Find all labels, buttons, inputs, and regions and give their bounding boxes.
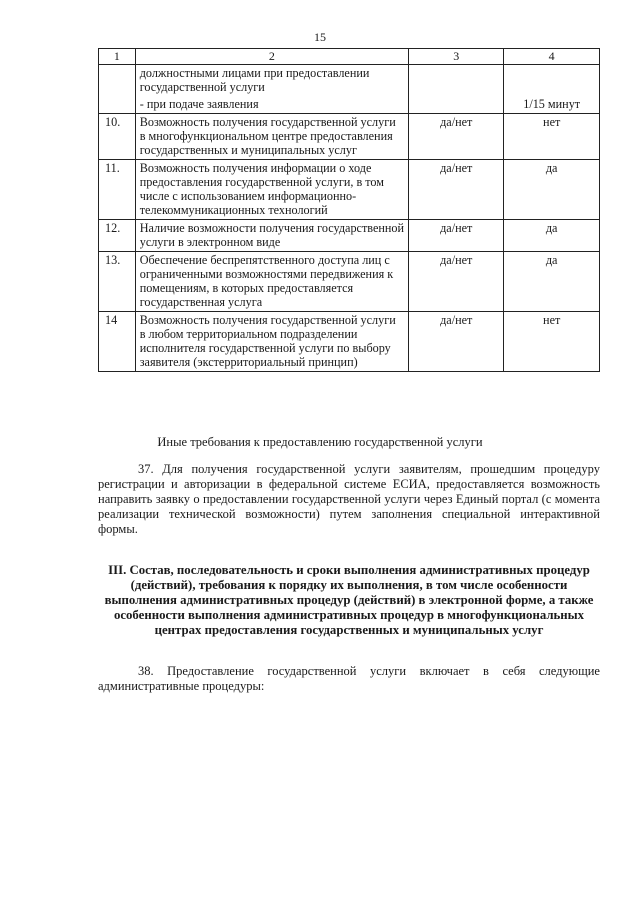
table-row — [99, 114, 600, 160]
row-text: должностными лицами при предоставлении государственной услуги — [135, 65, 408, 97]
row-number: 14 — [99, 312, 136, 372]
row-value: да — [504, 160, 600, 220]
row-number: 11. — [99, 160, 136, 220]
row-norm: да/нет — [409, 252, 504, 312]
table-row — [99, 220, 600, 252]
row-value: да — [504, 252, 600, 312]
row-text: Возможность получения информации о ходе предоставления государственной услуги, в том числе с использованием информационно-телекоммуникационных технологий — [135, 160, 408, 220]
page-number: 15 — [314, 30, 326, 44]
row-text: Наличие возможности получения государственной услуги в электронном виде — [135, 220, 408, 252]
row-number: 12. — [99, 220, 136, 252]
row-text: Обеспечение беспрепятственного доступа лиц с ограниченными возможностями передвижения к помещениям, в которых предоставляется государственная услуга — [135, 252, 408, 312]
row-value: 1/15 минут — [504, 96, 600, 114]
paragraph-38: 38. Предоставление государственной услуги включает в себя следующие административные процедуры: — [98, 664, 600, 693]
row-text: Возможность получения государственной услуги в многофункциональном центре предоставления государственных и муниципальных услуг — [135, 114, 408, 160]
table-header-row — [99, 49, 600, 65]
column-header: 3 — [409, 49, 504, 65]
section-subtitle: Иные требования к предоставлению государственной услуги — [157, 435, 483, 449]
row-norm: да/нет — [409, 312, 504, 372]
table-row — [99, 252, 600, 312]
row-value: да — [504, 220, 600, 252]
requirements-table — [98, 48, 600, 372]
table-row — [99, 65, 600, 97]
row-value: нет — [504, 312, 600, 372]
row-text: Возможность получения государственной услуги в любом территориальном подразделении исполнителя государственной услуги по выбору заявителя (экстерриториальный принцип) — [135, 312, 408, 372]
row-value: нет — [504, 114, 600, 160]
table-row — [99, 160, 600, 220]
row-norm: да/нет — [409, 220, 504, 252]
paragraph-37: 37. Для получения государственной услуги заявителям, прошедшим процедуру регистрации и авторизации в федеральной системе ЕСИА, предоставляется возможность направить заявку о предоставлении государственной услуги через Единый портал (с момента реализации технической возможности) путем заполнения специальной интерактивной формы. — [98, 462, 600, 536]
row-number: 10. — [99, 114, 136, 160]
row-norm: да/нет — [409, 114, 504, 160]
column-header: 2 — [135, 49, 408, 65]
section-heading: III. Состав, последовательность и сроки выполнения административных процедур (действий), требования к порядку их выполнения, в том числе особенности выполнения административных процедур (действий) в электронной форме, а также особенности выполнения административных процедур в многофункциональных центрах предоставления государственных и муниципальных услуг — [104, 563, 594, 637]
table-row — [99, 96, 600, 114]
table-row — [99, 312, 600, 372]
column-header: 1 — [99, 49, 136, 65]
column-header: 4 — [504, 49, 600, 65]
row-norm: да/нет — [409, 160, 504, 220]
row-text: - при подаче заявления — [135, 96, 408, 114]
row-number: 13. — [99, 252, 136, 312]
